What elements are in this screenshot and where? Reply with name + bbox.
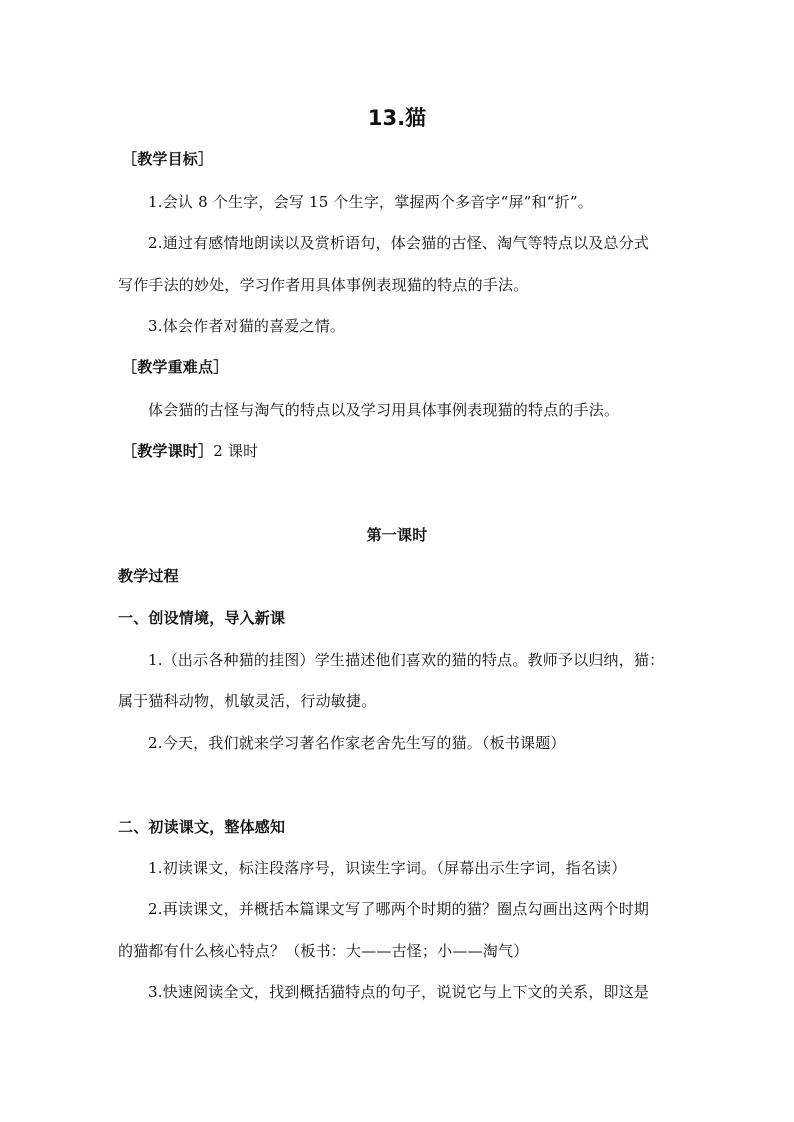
teaching-process-heading: 教学过程 [118, 567, 179, 585]
key-points-text: 体会猫的古怪与淘气的特点以及学习用具体事例表现猫的特点的手法。 [148, 401, 620, 419]
section-2-line-2: 2.再读课文，并概括本篇课文写了哪两个时期的猫？圈点勾画出这两个时期 [148, 900, 650, 918]
section-2-line-3: 的猫都有什么核心特点？（板书：大——古怪；小——淘气） [118, 942, 529, 960]
key-points-heading: ［教学重难点］ [122, 358, 229, 376]
section-1-heading: 一、创设情境，导入新课 [118, 609, 286, 627]
objectives-heading: ［教学目标］ [122, 150, 214, 168]
section-1-line-1: 1.（出示各种猫的挂图）学生描述他们喜欢的猫的特点。教师予以归纳，猫： [148, 651, 665, 669]
class-hours-row [122, 441, 258, 461]
objective-item-2: 2.通过有感情地朗读以及赏析语句，体会猫的古怪、淘气等特点以及总分式 [148, 234, 650, 252]
section-1-line-2: 属于猫科动物，机敏灵活，行动敏捷。 [118, 692, 377, 710]
objective-item-1: 1.会认 8 个生字，会写 15 个生字，掌握两个多音字“屏”和“折”。 [148, 193, 593, 211]
page-title: 13.猫 [367, 106, 427, 130]
class-hours-value: 2 课时 [213, 442, 259, 460]
section-2-line-1: 1.初读课文，标注段落序号，识读生字词。（屏幕出示生字词，指名读） [148, 859, 627, 877]
class-hours-heading: ［教学课时］ [122, 442, 214, 460]
section-1-line-3: 2.今天，我们就来学习著名作家老舍先生写的猫。（板书课题） [148, 734, 566, 752]
section-2-line-4: 3.快速阅读全文，找到概括猫特点的句子，说说它与上下文的关系，即这是 [148, 983, 650, 1001]
objective-item-3: 3.体会作者对猫的喜爱之情。 [148, 317, 346, 335]
objective-item-2-continued: 写作手法的妙处，学习作者用具体事例表现猫的特点的手法。 [118, 276, 529, 294]
first-lesson-heading: 第一课时 [366, 526, 428, 544]
section-2-heading: 二、初读课文，整体感知 [118, 818, 286, 836]
